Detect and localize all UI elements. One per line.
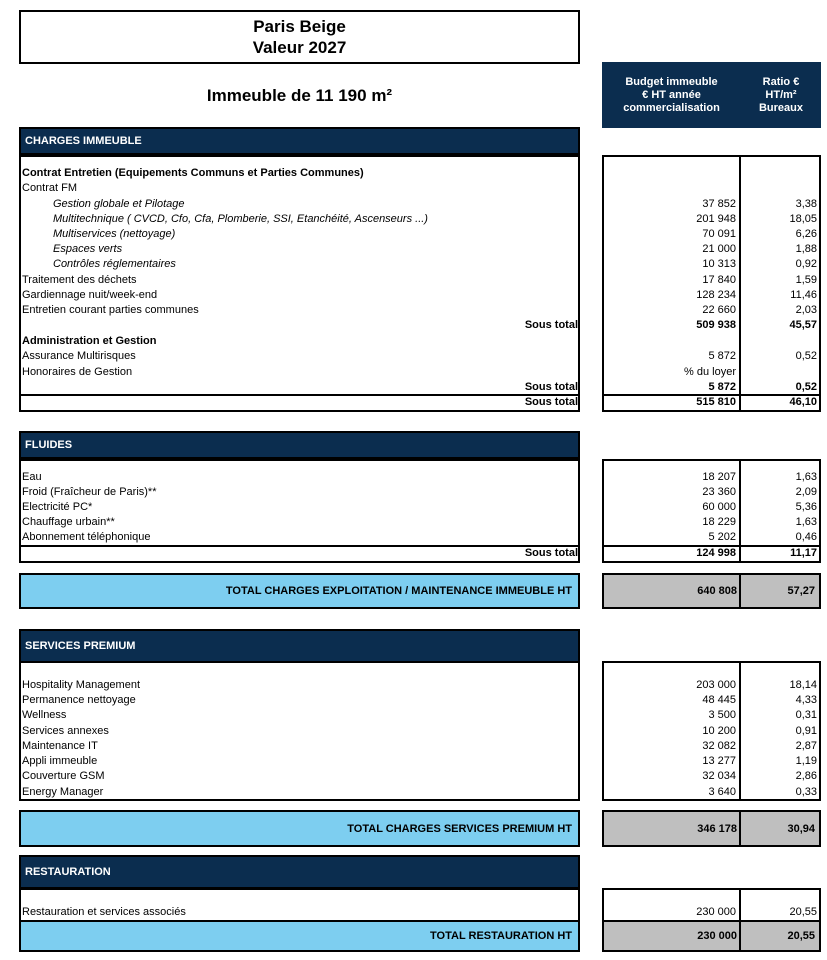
row-label: Gestion globale et Pilotage [53, 198, 185, 210]
row-label: Services annexes [22, 725, 109, 737]
subtotal-ratio: 11,17 [790, 547, 817, 559]
row-value: 23 360 [702, 486, 736, 498]
row-label: Froid (Fraîcheur de Paris)** [22, 486, 157, 498]
row-label: Chauffage urbain** [22, 516, 115, 528]
row-label: Entretien courant parties communes [22, 304, 199, 316]
subgroup-label: Contrat FM [22, 182, 78, 194]
row-value: 230 000 [696, 906, 736, 918]
row-value: 37 852 [702, 198, 736, 210]
subtotal-label: Sous total [524, 319, 578, 331]
row-ratio: 0,31 [795, 709, 817, 721]
total-restauration-value: 230 000 [602, 920, 741, 952]
budget-header-line: commercialisation [623, 101, 720, 114]
row-label: Appli immeuble [22, 755, 98, 767]
subtotal-value: 509 938 [696, 319, 736, 331]
row-label: Energy Manager [22, 786, 104, 798]
budget-header-line: Budget immeuble [625, 75, 718, 88]
subtotal-ratio: 0,52 [795, 381, 817, 393]
row-ratio: 1,63 [795, 516, 817, 528]
budget-column-header [602, 62, 741, 128]
subtotal-label: Sous total [524, 396, 578, 408]
row-ratio: 18,05 [789, 213, 817, 225]
row-ratio: 2,87 [795, 740, 817, 752]
row-ratio: 2,86 [795, 770, 817, 782]
row-value: 21 000 [702, 243, 736, 255]
document-title [19, 10, 580, 64]
budget-header-line: € HT année [642, 88, 701, 101]
subtotal-ratio: 45,57 [789, 319, 817, 331]
subtotal-value: 515 810 [696, 396, 736, 408]
row-ratio: 1,19 [795, 755, 817, 767]
row-label: Maintenance IT [22, 740, 98, 752]
row-ratio: 1,63 [795, 471, 817, 483]
row-ratio: 2,09 [795, 486, 817, 498]
total-exploitation-label: TOTAL CHARGES EXPLOITATION / MAINTENANCE IMMEUBLE HT [19, 573, 580, 609]
row-label: Electricité PC* [22, 501, 93, 513]
row-ratio: 3,38 [795, 198, 817, 210]
row-value: 48 445 [702, 694, 736, 706]
row-label: Gardiennage nuit/week-end [22, 289, 158, 301]
row-ratio: 20,55 [789, 906, 817, 918]
row-value: 17 840 [702, 274, 736, 286]
total-premium-value: 346 178 [602, 810, 741, 847]
row-value: 128 234 [696, 289, 736, 301]
section-header-charges: CHARGES IMMEUBLE [19, 127, 580, 155]
title-line-1: Paris Beige [253, 17, 346, 36]
group-label: Contrat Entretien (Equipements Communs et Parties Communes) [22, 167, 364, 179]
row-value: 18 229 [702, 516, 736, 528]
ratio-header-line: HT/m² [765, 88, 797, 101]
row-label: Contrôles réglementaires [53, 258, 176, 270]
total-exploitation-ratio: 57,27 [739, 573, 821, 609]
subtotal-label: Sous total [524, 547, 578, 559]
row-label: Honoraires de Gestion [22, 366, 133, 378]
total-restauration-label: TOTAL RESTAURATION HT [19, 920, 580, 952]
row-value: 60 000 [702, 501, 736, 513]
total-premium-label: TOTAL CHARGES SERVICES PREMIUM HT [19, 810, 580, 847]
row-ratio: 0,33 [795, 786, 817, 798]
row-ratio: 1,59 [795, 274, 817, 286]
row-ratio: 18,14 [789, 679, 817, 691]
row-ratio: 1,88 [795, 243, 817, 255]
row-label: Hospitality Management [22, 679, 141, 691]
section-header-premium: SERVICES PREMIUM [19, 629, 580, 663]
row-value: 3 640 [708, 786, 736, 798]
row-ratio: 0,92 [795, 258, 817, 270]
group-label: Administration et Gestion [22, 335, 157, 347]
row-value: 10 200 [702, 725, 736, 737]
section-header-fluides: FLUIDES [19, 431, 580, 459]
row-value: % du loyer [684, 366, 736, 378]
row-value: 201 948 [696, 213, 736, 225]
row-label: Permanence nettoyage [22, 694, 136, 706]
section-header-restauration: RESTAURATION [19, 855, 580, 889]
row-value: 32 082 [702, 740, 736, 752]
row-ratio: 0,46 [795, 531, 817, 543]
row-label: Multitechnique ( CVCD, Cfo, Cfa, Plomberie, SSI, Etanchéité, Ascenseurs ...) [53, 213, 428, 225]
building-size-subtitle: Immeuble de 11 190 m² [206, 86, 393, 105]
row-ratio: 6,26 [795, 228, 817, 240]
row-value: 70 091 [702, 228, 736, 240]
total-restauration-ratio: 20,55 [739, 920, 821, 952]
row-value: 5 202 [708, 531, 736, 543]
subtotal-label: Sous total [524, 381, 578, 393]
row-label: Wellness [22, 709, 67, 721]
row-value: 3 500 [708, 709, 736, 721]
row-ratio: 11,46 [790, 289, 817, 301]
row-label: Eau [22, 471, 42, 483]
row-label: Espaces verts [53, 243, 123, 255]
row-label: Multiservices (nettoyage) [53, 228, 176, 240]
row-label: Abonnement téléphonique [22, 531, 151, 543]
row-value: 203 000 [696, 679, 736, 691]
total-exploitation-value: 640 808 [602, 573, 741, 609]
row-ratio: 0,91 [795, 725, 817, 737]
row-label: Traitement des déchets [22, 274, 137, 286]
ratio-header-line: Bureaux [758, 101, 804, 114]
row-value: 5 872 [708, 350, 736, 362]
title-line-2: Valeur 2027 [252, 38, 347, 57]
row-value: 32 034 [702, 770, 736, 782]
row-value: 13 277 [702, 755, 736, 767]
ratio-header-line: Ratio € [762, 75, 800, 88]
row-ratio: 5,36 [795, 501, 817, 513]
subtotal-ratio: 46,10 [789, 396, 817, 408]
row-ratio: 2,03 [795, 304, 817, 316]
row-ratio: 4,33 [795, 694, 817, 706]
subtotal-value: 5 872 [708, 381, 736, 393]
row-value: 22 660 [702, 304, 736, 316]
row-label: Restauration et services associés [22, 906, 186, 918]
row-value: 18 207 [702, 471, 736, 483]
subtotal-value: 124 998 [696, 547, 736, 559]
row-ratio: 0,52 [795, 350, 817, 362]
total-premium-ratio: 30,94 [739, 810, 821, 847]
row-label: Couverture GSM [22, 770, 105, 782]
row-label: Assurance Multirisques [22, 350, 136, 362]
row-value: 10 313 [702, 258, 736, 270]
ratio-column-header [741, 62, 821, 128]
